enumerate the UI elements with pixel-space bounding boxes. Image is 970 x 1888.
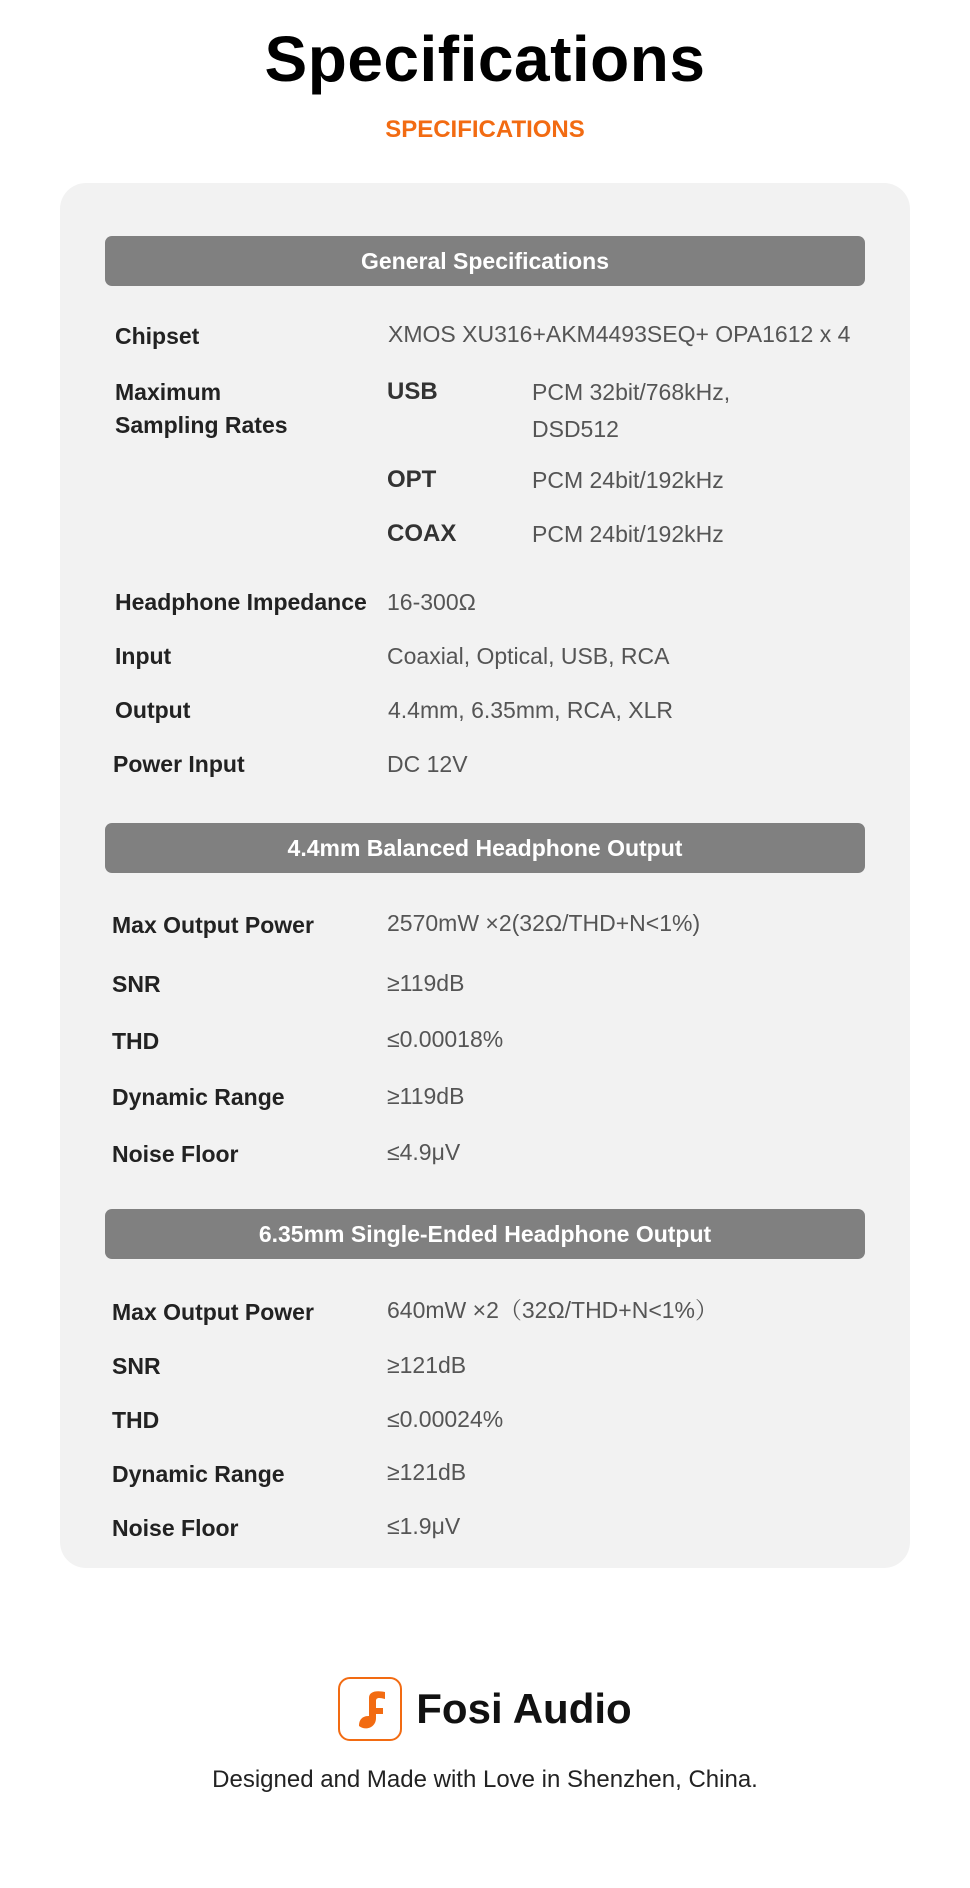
sampling-opt-label: OPT [387,466,437,493]
single-noise-floor-value: ≤1.9μV [387,1513,461,1539]
sampling-opt-value: PCM 24bit/192kHz [532,467,724,493]
sampling-usb-value-line2: DSD512 [532,416,619,442]
page-title: Specifications [264,23,706,95]
general-spec-heading: General Specifications [105,236,865,286]
sampling-label-line2: Sampling Rates [115,412,288,438]
power-input-label: Power Input [113,751,245,777]
footer-tagline: Designed and Made with Love in Shenzhen, China. [212,1766,758,1793]
impedance-label: Headphone Impedance [115,589,367,615]
single-dynamic-range-value: ≥121dB [387,1459,467,1485]
brand-name: Fosi Audio [416,1685,632,1732]
balanced-thd-value: ≤0.00018% [387,1026,504,1052]
sampling-usb-label: USB [387,378,438,405]
output-value: 4.4mm, 6.35mm, RCA, XLR [388,697,674,723]
single-ended-output-heading: 6.35mm Single-Ended Headphone Output [105,1209,865,1259]
fosi-audio-logo-icon [338,1677,402,1741]
balanced-noise-floor-value: ≤4.9μV [387,1139,461,1165]
single-dynamic-range-label: Dynamic Range [112,1461,285,1487]
chipset-label: Chipset [115,323,200,349]
output-label: Output [115,697,191,723]
balanced-max-power-value: 2570mW ×2(32Ω/THD+N<1%) [387,910,701,936]
single-max-power-value: 640mW ×2（32Ω/THD+N<1%） [387,1297,719,1323]
input-value: Coaxial, Optical, USB, RCA [387,643,670,669]
sampling-label-line1: Maximum [115,379,222,405]
balanced-thd-label: THD [112,1028,160,1054]
input-label: Input [115,643,172,669]
single-max-power-label: Max Output Power [112,1299,314,1325]
single-snr-value: ≥121dB [387,1352,467,1378]
sampling-coax-label: COAX [387,520,457,547]
single-thd-value: ≤0.00024% [387,1406,504,1432]
sampling-usb-value-line1: PCM 32bit/768kHz, [532,379,731,405]
single-noise-floor-label: Noise Floor [112,1515,239,1541]
balanced-snr-value: ≥119dB [387,970,465,996]
power-input-value: DC 12V [387,751,468,777]
balanced-noise-floor-label: Noise Floor [112,1141,239,1167]
sampling-coax-value: PCM 24bit/192kHz [532,521,724,547]
single-snr-label: SNR [112,1353,161,1379]
page-subtitle: SPECIFICATIONS [385,116,585,143]
impedance-value: 16-300Ω [387,589,476,615]
balanced-max-power-label: Max Output Power [112,912,314,938]
chipset-value: XMOS XU316+AKM4493SEQ+ OPA1612 x 4 [388,321,851,347]
balanced-dynamic-range-label: Dynamic Range [112,1084,285,1110]
brand-lockup [0,1674,970,1744]
balanced-dynamic-range-value: ≥119dB [387,1083,465,1109]
balanced-output-heading: 4.4mm Balanced Headphone Output [105,823,865,873]
balanced-snr-label: SNR [112,971,161,997]
single-thd-label: THD [112,1407,160,1433]
